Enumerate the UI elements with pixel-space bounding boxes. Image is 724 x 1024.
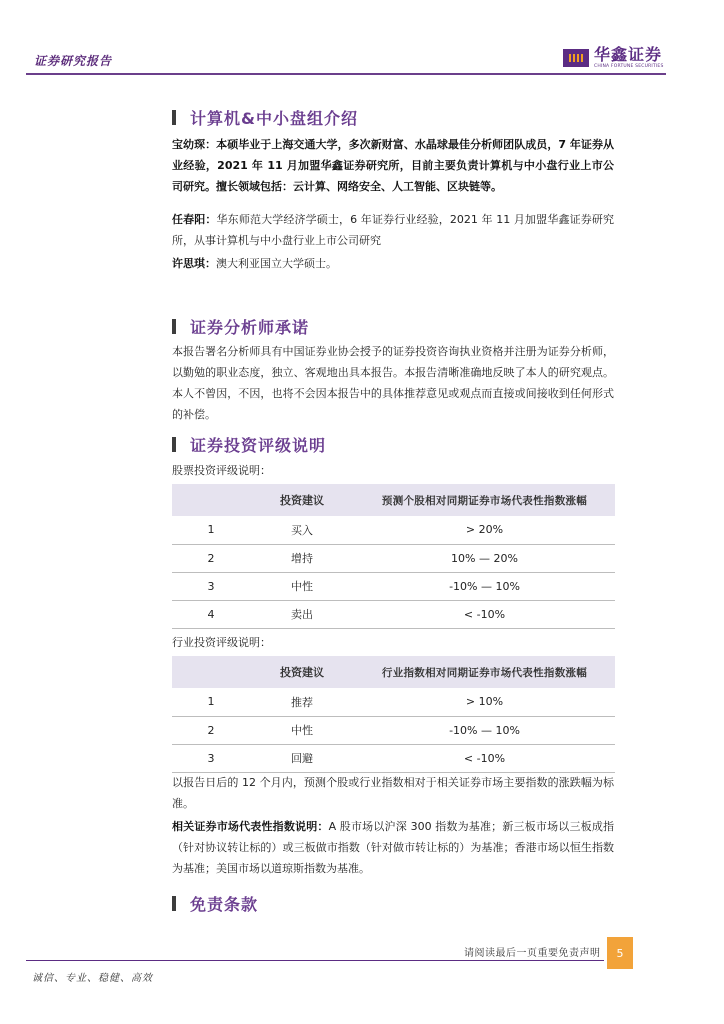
commitment-section-heading [172, 315, 309, 338]
table-cell: < -10% [354, 744, 615, 772]
rating-period-note: 以报告日后的 12 个月内，预测个股或行业指数相对于相关证券市场主要指数的涨跌幅为标准。 [172, 776, 614, 810]
table-cell: 中性 [250, 716, 354, 744]
commitment-text: 本报告署名分析师具有中国证券业协会授予的证券投资咨询执业资格并注册为证券分析师，以勤勉的职业态度，独立、客观地出具本报告。本报告清晰准确地反映了本人的研究观点。本人不曾因，不因，也将不会因本报告中的具体推荐意见或观点而直接或间接收到任何形式的补偿。 [172, 345, 614, 421]
table-cell: 1 [172, 688, 250, 716]
index-description-label: 相关证券市场代表性指数说明： [172, 820, 329, 833]
table-cell: 买入 [250, 516, 354, 544]
rating-section-heading [172, 433, 326, 456]
table-cell: 1 [172, 516, 250, 544]
table-cell: > 20% [354, 516, 615, 544]
table-row [172, 544, 615, 572]
section-marker [172, 319, 176, 334]
stock-rating-label: 股票投资评级说明： [172, 464, 271, 477]
table-cell: 增持 [250, 544, 354, 572]
table-cell: 3 [172, 744, 250, 772]
table-row [172, 688, 615, 716]
analyst-bio-text-1: 本硕毕业于上海交通大学，多次新财富、水晶球最佳分析师团队成员，7 年证券从业经验，2021 年 11 月加盟华鑫证券研究所，目前主要负责计算机与中小盘行业上市公司研究。擅长领域包括：云计算、网络安全、人工智能、区块链等。 [172, 138, 614, 193]
table-header-cell: 预测个股相对同期证券市场代表性指数涨幅 [354, 484, 615, 516]
analyst-bio-1 [172, 134, 614, 197]
footer-motto: 诚信、专业、稳健、高效 [32, 973, 153, 984]
disclaimer-section-title: 免责条款 [190, 895, 259, 914]
table-row [172, 744, 615, 772]
table-header-row [172, 656, 615, 688]
table-header-cell: 投资建议 [250, 484, 354, 516]
team-section-heading [172, 106, 358, 129]
table-cell: 推荐 [250, 688, 354, 716]
industry-rating-table [172, 656, 615, 773]
table-header-cell: 投资建议 [250, 656, 354, 688]
table-row [172, 516, 615, 544]
index-description [172, 816, 614, 879]
table-cell: 2 [172, 544, 250, 572]
logo-mark-icon [563, 49, 589, 67]
table-cell: 卖出 [250, 600, 354, 628]
table-header-cell [172, 656, 250, 688]
table-header-cell: 行业指数相对同期证券市场代表性指数涨幅 [354, 656, 615, 688]
commitment-section-title: 证券分析师承诺 [190, 318, 310, 337]
industry-rating-label: 行业投资评级说明： [172, 636, 271, 649]
analyst-name-3: 许思琪： [172, 257, 216, 270]
index-description-text: A 股市场以沪深 300 指数为基准；新三板市场以三板成指（针对协议转让标的）或三板做市指数（针对做市转让标的）为基准；香港市场以恒生指数为基准；美国市场以道琼斯指数为基准。 [172, 820, 614, 875]
section-marker [172, 437, 176, 452]
table-cell: < -10% [354, 600, 615, 628]
table-row [172, 716, 615, 744]
table-header-cell [172, 484, 250, 516]
table-cell: -10% — 10% [354, 716, 615, 744]
analyst-name-2: 任春阳： [172, 213, 217, 226]
table-cell: 4 [172, 600, 250, 628]
footer-divider [26, 960, 604, 961]
table-cell: 中性 [250, 572, 354, 600]
analyst-name-1: 宝幼琛： [172, 138, 217, 151]
logo-name-cn: 华鑫证券 [594, 45, 663, 64]
table-row [172, 572, 615, 600]
table-cell: > 10% [354, 688, 615, 716]
section-marker [172, 896, 176, 911]
header-divider [26, 73, 666, 75]
disclaimer-section-heading [172, 892, 258, 915]
table-cell: 10% — 20% [354, 544, 615, 572]
report-type-title: 证券研究报告 [34, 54, 113, 68]
logo-name-en: CHINA FORTUNE SECURITIES [594, 64, 664, 69]
rating-section-title: 证券投资评级说明 [190, 436, 327, 455]
table-cell: 回避 [250, 744, 354, 772]
page-number: 5 [607, 937, 633, 969]
analyst-bio-text-2: 华东师范大学经济学硕士，6 年证券行业经验，2021 年 11 月加盟华鑫证券研究所，从事计算机与中小盘行业上市公司研究 [172, 213, 614, 247]
stock-rating-table [172, 484, 615, 629]
footer-disclaimer-note: 请阅读最后一页重要免责声明 [464, 948, 601, 959]
analyst-bio-3 [172, 253, 614, 274]
table-cell: 2 [172, 716, 250, 744]
table-row [172, 600, 615, 628]
table-header-row [172, 484, 615, 516]
analyst-bio-text-3: 澳大利亚国立大学硕士。 [216, 257, 337, 270]
team-section-title: 计算机&中小盘组介绍 [190, 109, 358, 128]
table-cell: -10% — 10% [354, 572, 615, 600]
analyst-bio-2 [172, 209, 614, 251]
section-marker [172, 110, 176, 125]
company-logo [563, 47, 664, 70]
table-cell: 3 [172, 572, 250, 600]
